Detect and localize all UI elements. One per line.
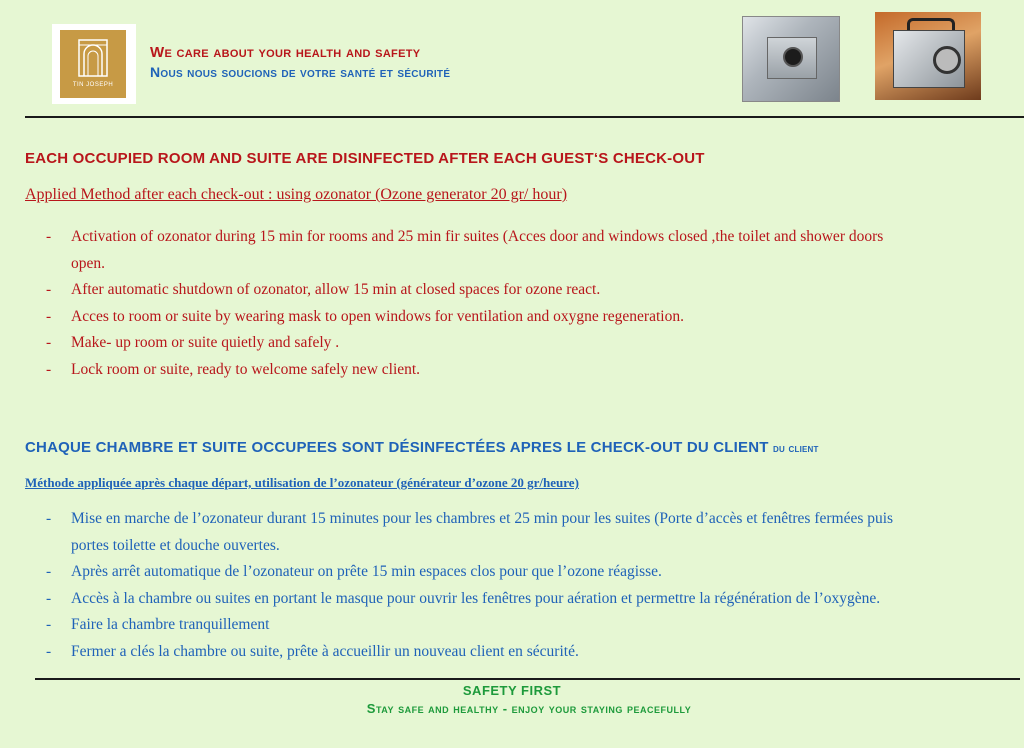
bullet-dash: - bbox=[46, 281, 52, 298]
header-title-fr: Nous nous soucions de votre santé et sécurité bbox=[150, 64, 451, 80]
list-item bbox=[46, 277, 1024, 304]
section-title-fr-suffix: du client bbox=[773, 441, 819, 455]
method-en: Applied Method after each check-out : using ozonator (Ozone generator 20 gr/ hour) bbox=[25, 186, 568, 203]
arch-icon bbox=[77, 36, 109, 78]
header-title-en: We care about your health and safety bbox=[150, 44, 421, 61]
step-text: Faire la chambre tranquillement bbox=[71, 616, 270, 633]
section-title-fr-main: CHAQUE CHAMBRE ET SUITE OCCUPEES SONT DÉSINFECTÉES APRES LE CHECK-OUT DU CLIENT bbox=[25, 439, 769, 456]
step-text: Activation of ozonator during 15 min for rooms and 25 min fir suites (Acces door and windows closed ,the toilet and shower doors bbox=[71, 228, 884, 245]
footer-tagline: Stay safe and healthy - enjoy your staying peacefully bbox=[366, 701, 692, 716]
step-text-cont: open. bbox=[71, 254, 106, 272]
header-divider bbox=[25, 116, 1024, 118]
ozonator-fan-icon bbox=[933, 46, 961, 74]
logo-text: TIN JOSEPH bbox=[72, 82, 114, 88]
method-fr: Méthode appliquée après chaque départ, utilisation de l’ozonateur (générateur d’ozone 20 gr/heure) bbox=[25, 475, 579, 490]
ozonator-photo-front bbox=[742, 16, 840, 102]
ozonator-photo-side bbox=[875, 12, 981, 100]
footer-divider bbox=[35, 678, 1020, 680]
step-text: After automatic shutdown of ozonator, allow 15 min at closed spaces for ozone react. bbox=[71, 281, 601, 298]
footer-safety-first: SAFETY FIRST bbox=[462, 683, 562, 698]
steps-list-en bbox=[46, 224, 1024, 383]
step-text: Lock room or suite, ready to welcome safely new client. bbox=[71, 360, 421, 378]
list-item bbox=[46, 586, 1024, 613]
section-title-fr bbox=[25, 439, 819, 456]
step-text-cont: portes toilette et douche ouvertes. bbox=[71, 536, 280, 554]
bullet-dash: - bbox=[46, 563, 52, 580]
step-text: Après arrêt automatique de l’ozonateur on prête 15 min espaces clos pour que l’ozone réagisse. bbox=[71, 563, 662, 580]
bullet-dash: - bbox=[46, 616, 52, 633]
ozonator-dial-icon bbox=[783, 47, 803, 67]
step-text: Fermer a clés la chambre ou suite, prête à accueillir un nouveau client en sécurité. bbox=[71, 642, 579, 660]
list-item bbox=[46, 304, 1024, 331]
list-item bbox=[46, 330, 1024, 357]
bullet-dash: - bbox=[46, 510, 52, 527]
bullet-dash: - bbox=[46, 307, 52, 325]
steps-list-fr bbox=[46, 506, 1024, 665]
list-item bbox=[46, 612, 1024, 639]
bullet-dash: - bbox=[46, 334, 52, 351]
step-text: Mise en marche de l’ozonateur durant 15 minutes pour les chambres et 25 min pour les suites (Porte d’accès et fenêtres fermées puis bbox=[71, 510, 894, 527]
list-item bbox=[46, 639, 1024, 666]
step-text: Acces to room or suite by wearing mask to open windows for ventilation and oxygne regeneration. bbox=[71, 307, 684, 325]
list-item bbox=[46, 357, 1024, 384]
bullet-dash: - bbox=[46, 228, 52, 245]
step-text: Accès à la chambre ou suites en portant le masque pour ouvrir les fenêtres pour aération et permettre la régénération de l’oxygène. bbox=[71, 589, 881, 607]
hotel-logo bbox=[52, 24, 136, 104]
list-item bbox=[46, 224, 1024, 277]
list-item bbox=[46, 506, 1024, 559]
bullet-dash: - bbox=[46, 642, 52, 660]
section-title-en: EACH OCCUPIED ROOM AND SUITE ARE DISINFECTED AFTER EACH GUEST‘S CHECK-OUT bbox=[25, 150, 705, 167]
step-text: Make- up room or suite quietly and safely . bbox=[71, 334, 340, 351]
bullet-dash: - bbox=[46, 589, 52, 607]
bullet-dash: - bbox=[46, 360, 52, 378]
list-item bbox=[46, 559, 1024, 586]
logo-emblem bbox=[60, 30, 126, 98]
